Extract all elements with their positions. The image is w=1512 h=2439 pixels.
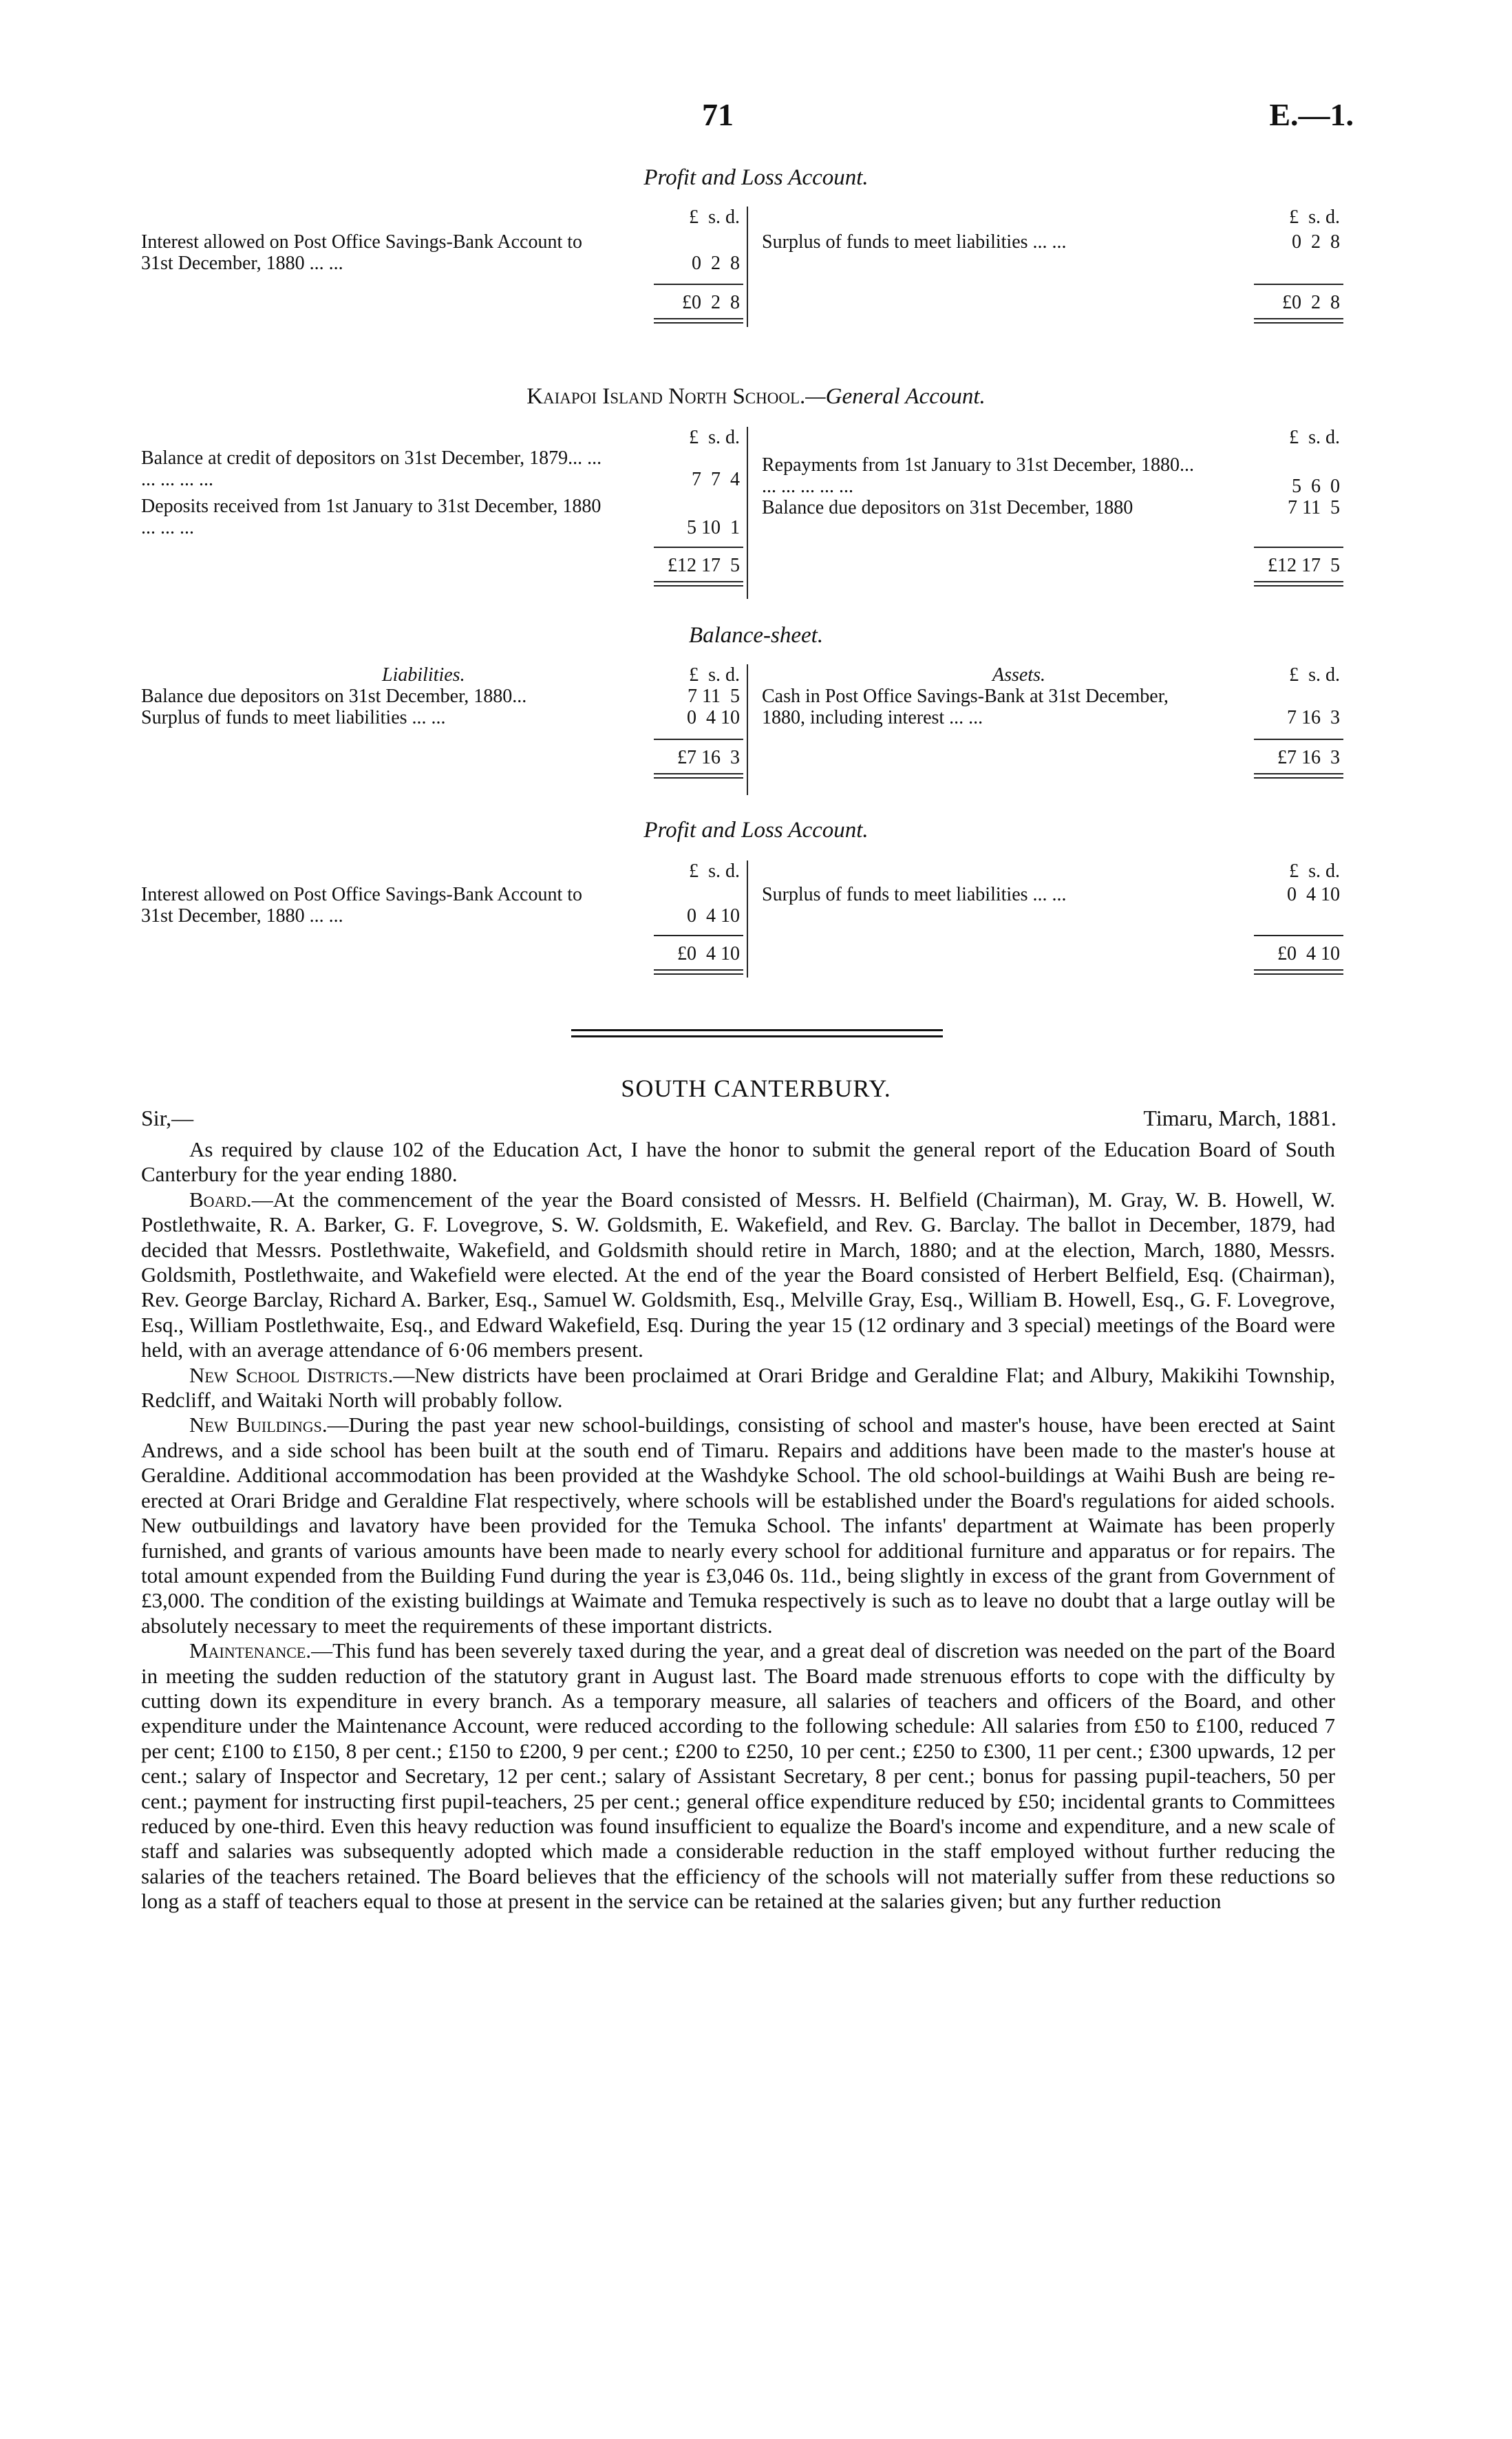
pl1-right-total: £0 2 8 <box>1282 292 1340 313</box>
kaiapoi-right-amt-2: 7 11 5 <box>1288 497 1340 518</box>
balance-left-amt-1: 7 11 5 <box>688 686 740 707</box>
pl2-left-total: £0 4 10 <box>677 943 740 964</box>
pl2-right-desc: Surplus of funds to meet liabilities ... ... <box>762 884 1067 905</box>
pl1-left-amt: 0 2 8 <box>692 253 740 274</box>
pl1-right-column <box>747 207 1343 327</box>
kaiapoi-right-desc-2: Balance due depositors on 31st December, 1880 <box>762 497 1133 518</box>
paragraph: As required by clause 102 of the Education Act, I have the honor to submit the general report of the Education Board of South Canterbury for the year ending 1880. <box>141 1137 1335 1187</box>
section-title: SOUTH CANTERBURY. <box>621 1075 891 1102</box>
kaiapoi-right-column <box>747 427 1343 599</box>
pl2-account <box>141 860 1342 978</box>
pl1-title: Profit and Loss Account. <box>643 165 869 190</box>
pl2-left-amt: 0 4 10 <box>687 905 740 927</box>
report-body <box>141 1137 1335 1914</box>
kaiapoi-right-amt-1: 5 6 0 <box>1292 476 1340 497</box>
pl1-right-amt: 0 2 8 <box>1292 231 1340 253</box>
balance-title: Balance-sheet. <box>688 623 824 648</box>
pl1-right-desc: Surplus of funds to meet liabilities ... ... <box>762 231 1067 253</box>
kaiapoi-account <box>141 427 1342 599</box>
assets-label: Assets. <box>992 664 1045 686</box>
page-number: 71 <box>702 97 734 132</box>
paragraph-new-school-districts: New School Districts.—New districts have been proclaimed at Orari Bridge and Geraldine Flat; and Albury, Makikihi Township, Redcliff, and Waitaki North will probably follow. <box>141 1362 1335 1413</box>
date-line: Timaru, March, 1881. <box>1143 1106 1337 1130</box>
kaiapoi-left-desc-2: Deposits received from 1st January to 31st December, 1880 ... ... ... <box>141 496 601 538</box>
balance-account <box>141 664 1342 795</box>
pl2-right-total: £0 4 10 <box>1277 943 1340 964</box>
balance-left-desc-1: Balance due depositors on 31st December, 1880... <box>141 686 527 707</box>
section-divider <box>571 1029 943 1037</box>
balance-right-total: £7 16 3 <box>1277 747 1340 768</box>
pl2-left-desc: Interest allowed on Post Office Savings-Bank Account to 31st December, 1880 ... ... <box>141 884 583 927</box>
paragraph-maintenance: Maintenance.—This fund has been severely taxed during the year, and a great deal of discretion was needed on the part of the Board in meeting the sudden reduction of the statutory grant in August last. The Board made strenuous efforts to cope with the difficulty by cutting down its expenditure in every branch. As a temporary measure, all salaries of teachers and officers of the Board, and other expenditure under the Maintenance Account, were reduced according to the following schedule: All salaries from £50 to £100, reduced 7 per cent; £100 to £150, 8 per cent.; £150 to £200, 9 per cent.; £200 to £250, 10 per cent.; £250 to £300, 11 per cent.; £300 upwards, 12 per cent.; salary of Inspector and Secretary, 12 per cent.; salary of Assistant Secretary, 8 per cent.; bonus for passing pupil-teachers, 50 per cent.; payment for instructing first pupil-teachers, 25 per cent.; general office expenditure reduced by £50; incidental grants to Committees reduced by one-third. Even this heavy reduction was found insufficient to equalize the Board's income and expenditure, and a new scale of staff and salaries was subsequently adopted which made a considerable reduction in the staff employed without further reducing the salaries of the teachers retained. The Board believes that the efficiency of the schools will not materially suffer from these reductions so long as a staff of teachers equal to those at present in the service can be retained at the salaries given; but any further reduction <box>141 1638 1335 1914</box>
paragraph-new-buildings: New Buildings.—During the past year new school-buildings, consisting of school and master's house, have been erected at Saint Andrews, and a side school has been built at the south end of Timaru. Repairs and additions have been made to the master's house at Geraldine. Additional accommodation has been provided at the Washdyke School. The old school-buildings at Waihi Bush are being re-erected at Orari Bridge and Geraldine Flat respectively, where schools will be established under the Board's regulations for aided schools. New outbuildings and lavatory have been provided for the Temuka School. The infants' department at Waimate has been properly furnished, and grants of various amounts have been made to nearly every school for additional furniture and apparatus or for repairs. The total amount expended from the Building Fund during the year is £3,046 0s. 11d., being slightly in excess of the grant from Government of £3,000. The condition of the existing buildings at Waimate and Temuka respectively is such as to leave no doubt that a large outlay will be absolutely necessary to meet the requirements of these important districts. <box>141 1413 1335 1638</box>
kaiapoi-right-desc-1: Repayments from 1st January to 31st December, 1880... ... ... ... ... ... <box>762 454 1194 497</box>
kaiapoi-left-total: £12 17 5 <box>668 555 740 576</box>
pl1-left-total: £0 2 8 <box>682 292 740 313</box>
pl1-account <box>141 207 1342 327</box>
paragraph-board: Board.—At the commencement of the year the Board consisted of Messrs. H. Belfield (Chairman), M. Gray, W. B. Howell, W. Postlethwaite, R. A. Barker, G. F. Lovegrove, S. W. Goldsmith, E. Wakefield, and Rev. G. Barclay. The ballot in December, 1879, had decided that Messrs. Postlethwaite, Wakefield, and Goldsmith should retire in March, 1880; and at the election, March, 1880, Messrs. Goldsmith, Postlethwaite, and Wakefield were elected. At the end of the year the Board consisted of Herbert Belfield, Esq. (Chairman), Rev. George Barclay, Richard A. Barker, Esq., Samuel W. Goldsmith, Esq., Melville Gray, Esq., William B. Howell, Esq., G. F. Lovegrove, Esq., William Postlethwaite, Esq., and Edward Wakefield, Esq. During the year 15 (12 ordinary and 3 special) meetings of the Board were held, with an average attendance of 6·06 members present. <box>141 1187 1335 1362</box>
kaiapoi-title: Kaiapoi Island North School.—General Account. <box>526 384 986 409</box>
kaiapoi-right-total: £12 17 5 <box>1268 555 1340 576</box>
money-header: £ s. d. <box>1289 664 1340 686</box>
balance-right-column <box>747 664 1343 795</box>
kaiapoi-left-desc-1: Balance at credit of depositors on 31st December, 1879... ... ... ... ... ... <box>141 447 602 490</box>
money-header: £ s. d. <box>689 207 740 228</box>
document-reference: E.—1. <box>1269 97 1354 132</box>
balance-left-desc-2: Surplus of funds to meet liabilities ... ... <box>141 707 446 728</box>
pl2-title: Profit and Loss Account. <box>643 818 869 843</box>
liabilities-label: Liabilities. <box>382 664 465 686</box>
money-header: £ s. d. <box>1289 860 1340 882</box>
money-header: £ s. d. <box>1289 207 1340 228</box>
kaiapoi-left-amt-1: 7 7 4 <box>692 469 740 490</box>
pl2-right-amt: 0 4 10 <box>1287 884 1340 905</box>
kaiapoi-left-amt-2: 5 10 1 <box>687 517 740 538</box>
pl2-right-column <box>747 860 1343 978</box>
money-header: £ s. d. <box>689 664 740 686</box>
money-header: £ s. d. <box>689 860 740 882</box>
balance-left-amt-2: 0 4 10 <box>687 707 740 728</box>
balance-right-amt: 7 16 3 <box>1287 707 1340 728</box>
balance-left-total: £7 16 3 <box>677 747 740 768</box>
pl1-left-desc: Interest allowed on Post Office Savings-Bank Account to 31st December, 1880 ... ... <box>141 231 583 274</box>
money-header: £ s. d. <box>1289 427 1340 448</box>
balance-right-desc: Cash in Post Office Savings-Bank at 31st December, 1880, including interest ... ... <box>762 686 1169 728</box>
money-header: £ s. d. <box>689 427 740 448</box>
salutation: Sir,— <box>141 1106 194 1130</box>
